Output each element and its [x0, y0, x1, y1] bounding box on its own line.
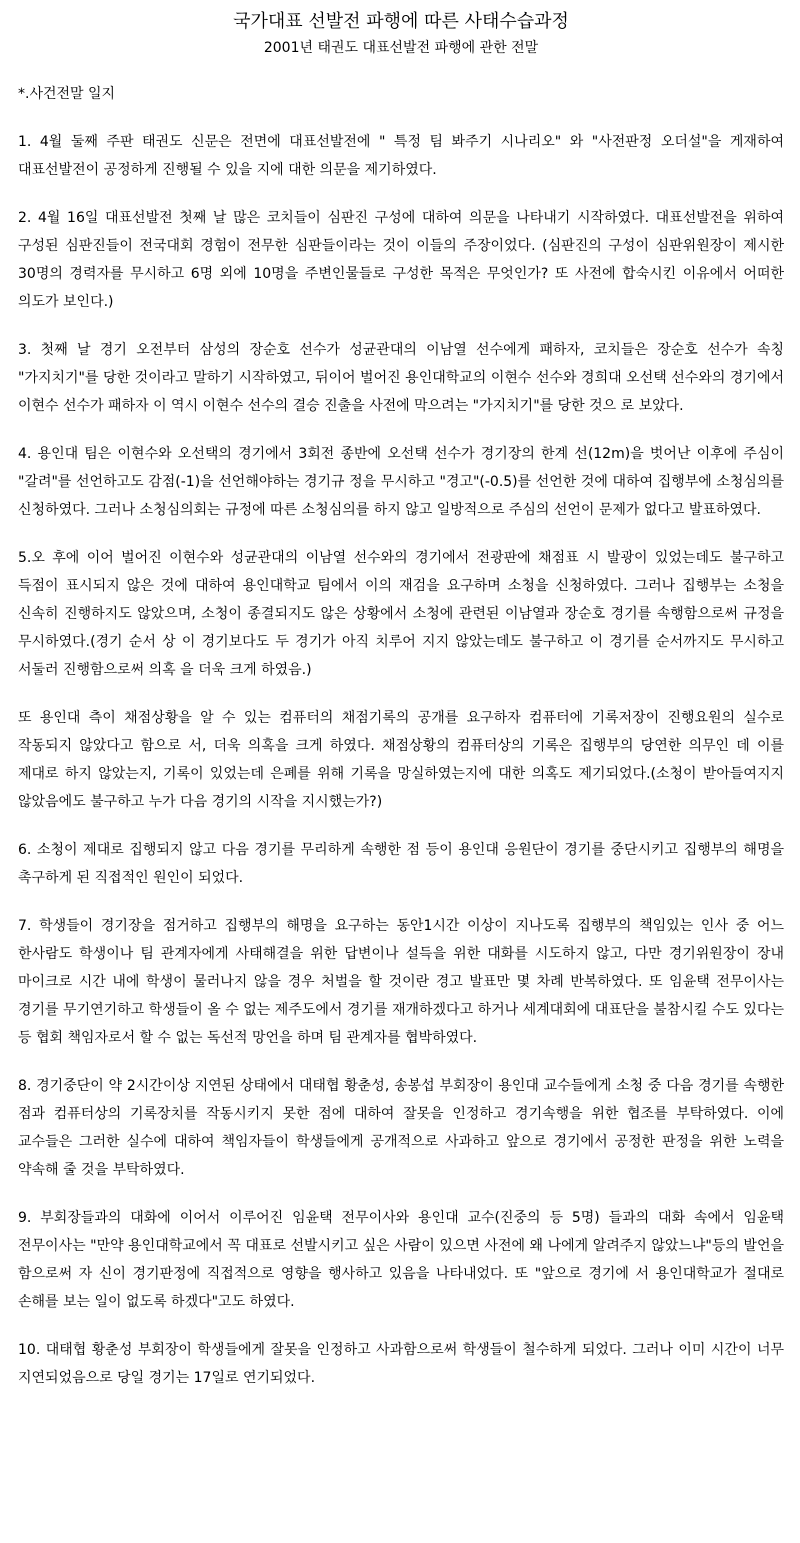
paragraph-5-continued: 또 용인대 측이 채점상황을 알 수 있는 컴퓨터의 채점기록의 공개를 요구하자 컴퓨터에 기록저장이 진행요원의 실수로 작동되지 않았다고 함으로 서, 더욱 의혹을 크게 하였다. 채점상황의 컴퓨터상의 기록은 집행부의 당연한 의무인 데 이를 제대로 하지 않았는지, 기록이 있었는데 은폐를 위해 기록을 망실하였는지에 대한 의혹도 제기되었다.(소청이 받아들여지지 않았음에도 불구하고 누가 다음 경기의 시작을 지시했는가?) — [18, 710, 784, 810]
paragraph-3: 3. 첫째 날 경기 오전부터 삼성의 장순호 선수가 성균관대의 이남열 선수에게 패하자, 코치들은 장순호 선수가 속칭 "가지치기"를 당한 것이라고 말하기 시작하였고, 뒤이어 벌어진 용인대학교의 이현수 선수와 경희대 오선택 선수와의 경기에서 이현수 선수가 패하자 이 역시 이현수 선수의 결승 진출을 사전에 막으려는 "가지치기"를 당한 것으 로 보았다. — [18, 342, 784, 414]
paragraph-7: 7. 학생들이 경기장을 점거하고 집행부의 해명을 요구하는 동안1시간 이상이 지나도록 집행부의 책임있는 인사 중 어느 한사람도 학생이나 팀 관계자에게 사태해결을 위한 답변이나 설득을 위한 대화를 시도하지 않고, 다만 경기위원장이 장내 마이크로 시간 내에 학생이 물러나지 않을 경우 처벌을 할 것이란 경고 발표만 몇 차례 반복하였다. 또 임윤택 전무이사는 경기를 무기연기하고 학생들이 올 수 없는 제주도에서 경기를 재개하겠다고 하거나 세계대회에 대표단을 불참시킬 수도 있다는 등 협회 책임자로서 할 수 없는 독선적 망언을 하며 팀 관계자를 협박하였다. — [18, 918, 784, 1046]
document-title: 국가대표 선발전 파행에 따른 사태수습과정 — [233, 11, 569, 32]
paragraph-10: 10. 대태협 황춘성 부회장이 학생들에게 잘못을 인정하고 사과함으로써 학생들이 철수하게 되었다. 그러나 이미 시간이 너무 지연되었음으로 당일 경기는 17일로 연기되었다. — [18, 1342, 784, 1386]
paragraph-9: 9. 부회장들과의 대화에 이어서 이루어진 임윤택 전무이사와 용인대 교수(진중의 등 5명) 들과의 대화 속에서 임윤택 전무이사는 "만약 용인대학교에서 꼭 대표로 선발시키고 싶은 사람이 있으면 사전에 왜 나에게 알려주지 않았느냐"등의 발언을 함으로써 자 신이 경기판정에 직접적으로 영향을 행사하고 있음을 나타내었다. 또 "앞으로 경기에 서 용인대학교가 절대로 손해를 보는 일이 없도록 하겠다"고도 하였다. — [18, 1210, 784, 1310]
paragraph-8: 8. 경기중단이 약 2시간이상 지연된 상태에서 대태협 황춘성, 송봉섭 부회장이 용인대 교수들에게 소청 중 다음 경기를 속행한 점과 컴퓨터상의 기록장치를 작동시키지 못한 점에 대하여 잘못을 인정하고 경기속행을 위한 협조를 부탁하였다. 이에 교수들은 그러한 실수에 대하여 책임자들이 학생들에게 공개적으로 사과하고 앞으로 경기에서 공정한 판정을 위한 노력을 약속해 줄 것을 부탁하였다. — [18, 1078, 784, 1178]
paragraph-2: 2. 4월 16일 대표선발전 첫째 날 많은 코치들이 심판진 구성에 대하여 의문을 나타내기 시작하였다. 대표선발전을 위하여 구성된 심판진들이 전국대회 경험이 전무한 심판들이라는 것이 이들의 주장이었다. (심판진의 구성이 심판위원장이 제시한 30명의 경력자를 무시하고 6명 외에 10명을 주변인물들로 구성한 목적은 무엇인가? 또 사전에 합숙시킨 이유에서 어떠한 의도가 보인다.) — [18, 210, 784, 310]
paragraph-4: 4. 용인대 팀은 이현수와 오선택의 경기에서 3회전 종반에 오선택 선수가 경기장의 한계 선(12m)을 벗어난 이후에 주심이 "갈려"를 선언하고도 감점(-1)을 선언해야하는 경기규 정을 무시하고 "경고"(-0.5)를 선언한 것에 대하여 집행부에 소청심의를 신청하였다. 그러나 소청심의회는 규정에 따른 소청심의를 하지 않고 일방적으로 주심의 선언이 문제가 없다고 발표하였다. — [18, 446, 784, 518]
document-page — [18, 0, 784, 1392]
paragraph-5: 5.오 후에 이어 벌어진 이현수와 성균관대의 이남열 선수와의 경기에서 전광판에 채점표 시 발광이 있었는데도 불구하고 득점이 표시되지 않은 것에 대하여 용인대학교 팀에서 이의 재검을 요구하며 소청을 신청하였다. 그러나 집행부는 소청을 신속히 진행하지도 않았으며, 소청이 종결되지도 않은 상황에서 소청에 관련된 이남열과 장순호 경기를 속행함으로써 규정을 무시하였다.(경기 순서 상 이 경기보다도 두 경기가 아직 치루어 지지 않았는데도 불구하고 이 경기를 순서까지도 무시하고 서둘러 진행함으로써 의혹 을 더욱 크게 하였음.) — [18, 550, 784, 678]
document-subtitle: 2001년 태권도 대표선발전 파행에 관한 전말 — [263, 40, 539, 56]
paragraph-1: 1. 4월 둘째 주판 태권도 신문은 전면에 대표선발전에 " 특정 팀 봐주기 시나리오" 와 "사전판정 오더설"을 게재하여 대표선발전이 공정하게 진행될 수 있을 지에 대한 의문을 제기하였다. — [18, 134, 784, 178]
section-heading: *.사건전말 일지 — [18, 86, 116, 102]
paragraph-6: 6. 소청이 제대로 집행되지 않고 다음 경기를 무리하게 속행한 점 등이 용인대 응원단이 경기를 중단시키고 집행부의 해명을 촉구하게 된 직접적인 원인이 되었다. — [18, 842, 784, 886]
